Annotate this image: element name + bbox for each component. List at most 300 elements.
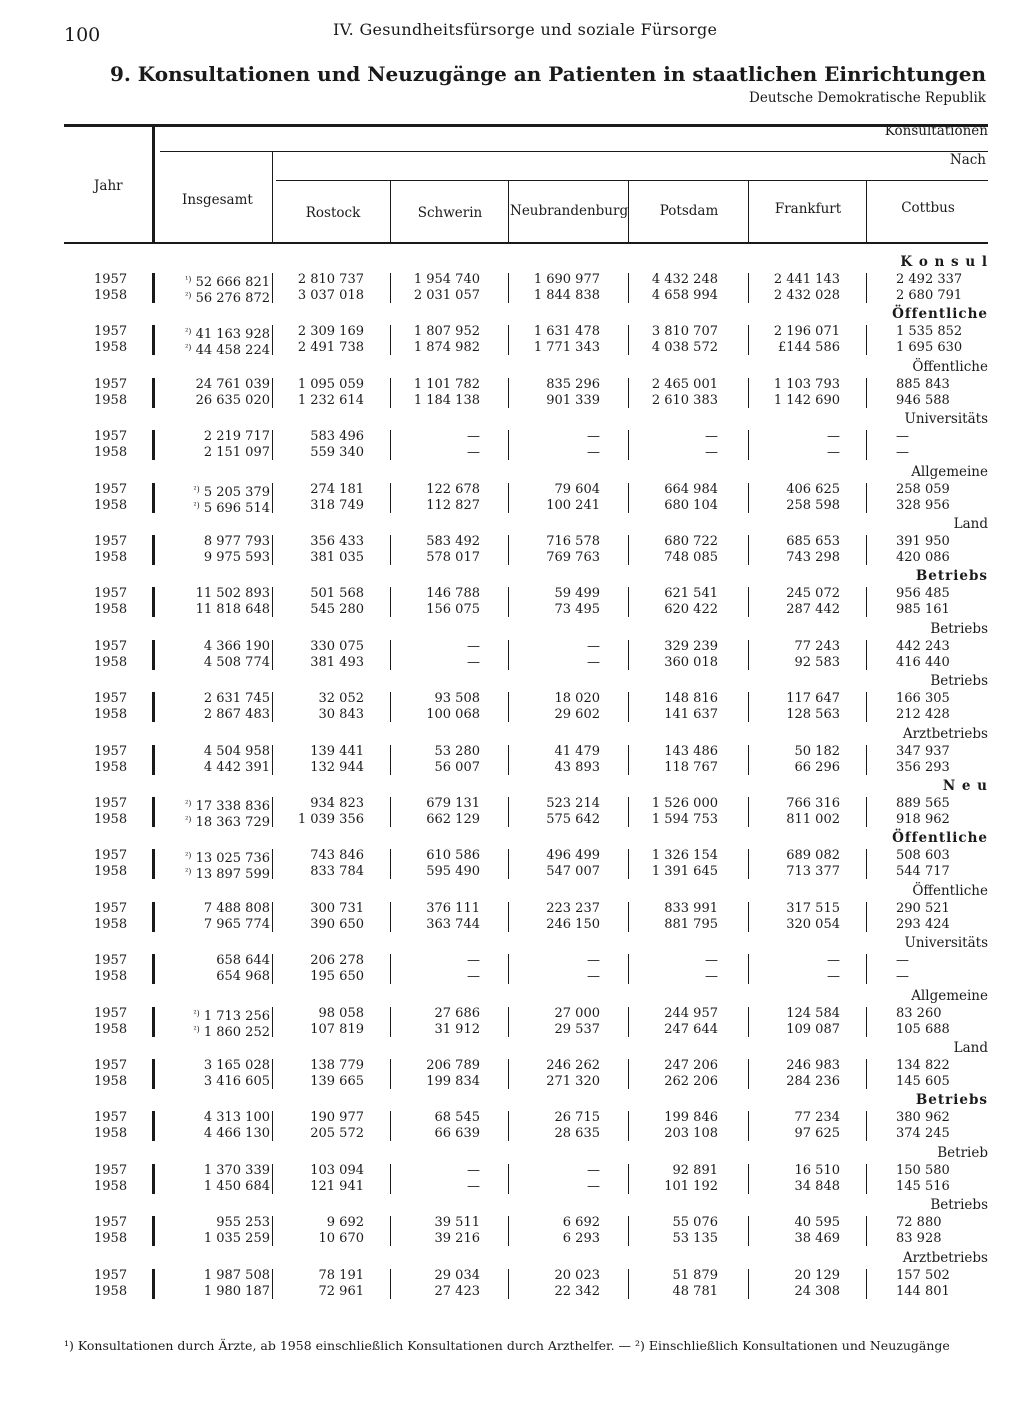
table-cell-neu: 100 241 [546, 497, 600, 513]
category-label: Öffentliche [912, 882, 988, 899]
table-row-group [0, 1092, 1024, 1150]
table-cell-pot: 51 879 [672, 1267, 718, 1283]
table-row-group [0, 1249, 1024, 1308]
table-cell-neu: 29 537 [554, 1021, 600, 1037]
table-cell-ros: 107 819 [310, 1021, 364, 1037]
table-cell-neu: 1 631 478 [533, 324, 600, 340]
column-separator [390, 902, 391, 932]
category-label: N e u [942, 778, 988, 794]
table-cell-pot: 53 135 [672, 1231, 718, 1247]
table-cell-neu: 43 893 [554, 759, 600, 775]
footnote-marker: ²) [185, 867, 192, 877]
footnote-marker: ²) [185, 799, 192, 808]
table-cell-neu: 246 150 [546, 916, 600, 932]
footnote-marker: ²) [185, 291, 192, 300]
table-cell-ros: 103 094 [310, 1162, 364, 1178]
table-cell-total: 1 980 187 [203, 1283, 270, 1299]
column-separator [866, 692, 867, 722]
table-cell-ros: 274 181 [310, 481, 364, 497]
table-cell-total: 4 313 100 [203, 1110, 270, 1126]
column-separator [272, 1216, 273, 1246]
column-separator [272, 849, 273, 879]
table-cell-sch: 363 744 [426, 916, 480, 932]
table-cell-total [158, 864, 270, 883]
table-cell-ros: 10 670 [318, 1231, 364, 1247]
column-separator [866, 483, 867, 513]
table-row-group [0, 778, 1024, 836]
column-separator [152, 1007, 155, 1037]
table-cell-ros: 934 823 [310, 796, 364, 811]
table-cell-pot: 3 810 707 [651, 324, 718, 340]
table-cell-year: 1957 [94, 691, 128, 707]
column-separator [152, 483, 155, 513]
table-cell-fra: 1 103 793 [773, 376, 840, 392]
table-cell-year: 1957 [94, 743, 128, 759]
table-row-group [0, 725, 1024, 784]
table-cell-year: 1958 [94, 707, 128, 723]
table-cell-ros: 78 191 [318, 1267, 364, 1283]
table-cell-sch: 53 280 [434, 743, 480, 759]
column-separator [272, 692, 273, 722]
footnote-marker: ²) [193, 1008, 200, 1018]
table-cell-fra: 743 298 [786, 550, 840, 565]
table-cell-cot: 157 502 [896, 1267, 950, 1283]
table-cell-fra: 287 442 [786, 602, 840, 618]
table-cell-year: 1958 [94, 1283, 128, 1299]
column-separator [390, 273, 391, 303]
header-district-potsdam: Potsdam [659, 203, 719, 219]
table-cell-neu: 1 690 977 [533, 272, 600, 287]
table-row-group [0, 882, 1024, 941]
category-label: Allgemeine [911, 463, 988, 480]
category-label: Universitäts [904, 935, 988, 952]
table-cell-total: 2 151 097 [203, 445, 270, 461]
table-cell-fra: £144 586 [777, 340, 840, 356]
table-cell-year: 1958 [94, 969, 128, 985]
table-cell-total: 9 975 593 [203, 550, 270, 565]
table-row-group [0, 673, 1024, 731]
table-cell-pot: 143 486 [664, 743, 718, 759]
column-separator [866, 1059, 867, 1089]
table-cell-cot: 83 260 [896, 1005, 942, 1021]
table-cell-total: 4 466 130 [203, 1126, 270, 1142]
table-cell-year: 1957 [94, 481, 128, 497]
table-cell-sch: 66 639 [434, 1126, 480, 1142]
table-cell-total: 2 631 745 [203, 691, 270, 707]
table-cell-year: 1958 [94, 445, 128, 461]
table-cell-neu: — [587, 445, 600, 461]
column-separator [390, 1164, 391, 1194]
table-cell-fra: 109 087 [786, 1021, 840, 1037]
table-cell-total [158, 812, 270, 831]
column-separator [152, 902, 155, 932]
table-cell-neu: 547 007 [546, 864, 600, 880]
column-separator [272, 1007, 273, 1037]
column-separator [390, 1216, 391, 1246]
table-cell-year: 1958 [94, 654, 128, 670]
table-cell-ros: 190 977 [310, 1110, 364, 1126]
table-cell-cot: 1 695 630 [896, 340, 963, 356]
table-cell-year: 1958 [94, 916, 128, 932]
column-separator [272, 273, 273, 303]
table-row-group [0, 516, 1024, 574]
table-cell-neu: 575 642 [546, 812, 600, 827]
column-separator [272, 535, 273, 565]
table-cell-pot: 199 846 [664, 1110, 718, 1126]
table-cell-sch: — [467, 953, 480, 969]
table-cell-ros: 138 779 [310, 1058, 364, 1073]
column-separator [390, 692, 391, 722]
column-separator [272, 954, 273, 984]
footnote-marker: ²) [193, 1024, 200, 1034]
category-label: Land [953, 516, 988, 532]
table-cell-fra: 685 653 [786, 534, 840, 549]
header-sep-year [152, 127, 155, 243]
table-cell-fra: 1 142 690 [773, 392, 840, 408]
column-separator [272, 1164, 273, 1194]
column-separator [272, 1269, 273, 1299]
table-cell-fra: — [827, 953, 840, 969]
table-cell-ros: 72 961 [318, 1283, 364, 1299]
table-cell-sch: — [467, 638, 480, 654]
header-district-neubrandenburg: Neubrandenburg [510, 203, 629, 219]
table-cell-year: 1958 [94, 1231, 128, 1247]
table-cell-total: 7 488 808 [203, 900, 270, 916]
table-cell-pot: 92 891 [672, 1162, 718, 1178]
table-cell-value: 13 025 736 [195, 851, 270, 867]
table-cell-year: 1957 [94, 1162, 128, 1178]
table-cell-cot: 918 962 [896, 812, 950, 827]
table-cell-cot: 956 485 [896, 586, 950, 602]
table-cell-ros: 32 052 [318, 691, 364, 707]
region-label: Deutsche Demokratische Republik [749, 90, 986, 106]
table-cell-total: 4 366 190 [203, 638, 270, 654]
column-separator [390, 587, 391, 617]
table-cell-value: 41 163 928 [195, 327, 270, 343]
table-cell-sch: 29 034 [434, 1267, 480, 1283]
table-cell-neu: 59 499 [554, 586, 600, 602]
table-cell-sch: 122 678 [426, 481, 480, 497]
footnote-marker: ¹) [185, 275, 192, 284]
column-separator [866, 1216, 867, 1246]
column-separator [390, 325, 391, 355]
table-cell-year: 1957 [94, 534, 128, 549]
table-cell-ros: 9 692 [326, 1215, 364, 1231]
table-cell-total [158, 1022, 270, 1041]
table-cell-sch: 679 131 [426, 796, 480, 811]
footnote-marker: ²) [185, 851, 192, 861]
table-cell-year: 1958 [94, 340, 128, 356]
table-cell-sch: 583 492 [426, 534, 480, 549]
category-label: Betrieb [937, 1144, 988, 1161]
table-cell-ros: 30 843 [318, 707, 364, 723]
table-cell-year: 1957 [94, 900, 128, 916]
table-cell-ros: 3 037 018 [297, 288, 364, 303]
table-cell-year: 1958 [94, 497, 128, 513]
table-cell-cot: 946 588 [896, 392, 950, 408]
table-cell-ros: 2 810 737 [297, 272, 364, 287]
table-cell-ros: 206 278 [310, 953, 364, 969]
table-cell-ros: 121 941 [310, 1178, 364, 1194]
table-cell-total: 24 761 039 [195, 376, 270, 392]
table-cell-neu: 901 339 [546, 392, 600, 408]
table-cell-pot: 620 422 [664, 602, 718, 618]
table-cell-pot: 244 957 [664, 1005, 718, 1021]
table-cell-total: 7 965 774 [203, 916, 270, 932]
table-cell-cot: 258 059 [896, 481, 950, 497]
table-row-group [0, 463, 1024, 522]
table-cell-pot: 4 658 994 [651, 288, 718, 303]
table-cell-sch: 662 129 [426, 812, 480, 827]
table-row-group [0, 935, 1024, 993]
header-sep-total [272, 152, 273, 243]
table-cell-ros: 390 650 [310, 916, 364, 932]
table-cell-ros: 132 944 [310, 759, 364, 775]
column-separator [508, 1216, 509, 1246]
table-cell-neu: 41 479 [554, 743, 600, 759]
table-cell-neu: 1 771 343 [533, 340, 600, 356]
table-cell-value: 1 860 252 [203, 1024, 270, 1040]
column-separator [390, 535, 391, 565]
table-cell-pot: 203 108 [664, 1126, 718, 1142]
table-cell-year: 1957 [94, 1267, 128, 1283]
table-cell-sch: 1 954 740 [413, 272, 480, 287]
column-separator [390, 954, 391, 984]
table-cell-neu: — [587, 953, 600, 969]
table-cell-value: 52 666 821 [195, 275, 270, 290]
category-label: Öffentliche [892, 830, 988, 847]
table-cell-year: 1957 [94, 586, 128, 602]
table-cell-total [158, 288, 270, 307]
table-cell-year: 1957 [94, 1110, 128, 1126]
table-cell-cot: — [896, 953, 909, 969]
column-separator [508, 535, 509, 565]
column-separator [152, 745, 155, 775]
column-separator [508, 954, 509, 984]
column-separator [152, 587, 155, 617]
column-separator [508, 1269, 509, 1299]
table-cell-neu: 1 844 838 [533, 288, 600, 303]
table-cell-sch: 56 007 [434, 759, 480, 775]
table-cell-pot: 621 541 [664, 586, 718, 602]
column-separator [390, 797, 391, 827]
table-cell-fra: 20 129 [794, 1267, 840, 1283]
table-cell-sch: 100 068 [426, 707, 480, 723]
column-separator [390, 378, 391, 408]
table-cell-sch: — [467, 1178, 480, 1194]
category-label: Betriebs [930, 1197, 988, 1214]
table-row-group [0, 358, 1024, 417]
column-separator [508, 902, 509, 932]
table-cell-pot: 4 038 572 [651, 340, 718, 356]
table-cell-neu: 223 237 [546, 900, 600, 916]
table-cell-fra: 689 082 [786, 848, 840, 864]
table-cell-total: 658 644 [216, 953, 270, 969]
table-cell-sch: 1 101 782 [413, 376, 480, 392]
table-cell-cot: 356 293 [896, 759, 950, 775]
table-cell-value: 13 897 599 [195, 867, 270, 883]
column-separator [866, 1164, 867, 1194]
table-cell-sch: 1 184 138 [413, 392, 480, 408]
table-cell-fra: 97 625 [794, 1126, 840, 1142]
table-cell-fra: 406 625 [786, 481, 840, 497]
table-cell-neu: 20 023 [554, 1267, 600, 1283]
table-row-group [0, 411, 1024, 469]
running-head: IV. Gesundheitsfürsorge und soziale Fürsorge [333, 20, 718, 39]
column-separator [152, 849, 155, 879]
column-separator [508, 1111, 509, 1141]
table-cell-value: 1 713 256 [203, 1008, 270, 1024]
table-cell-neu: — [587, 1178, 600, 1194]
column-separator [152, 1269, 155, 1299]
column-separator [866, 954, 867, 984]
table-cell-neu: — [587, 1162, 600, 1178]
table-cell-ros: 195 650 [310, 969, 364, 985]
table-cell-fra: 811 002 [786, 812, 840, 827]
table-cell-year: 1957 [94, 953, 128, 969]
table-cell-cot: 2 680 791 [896, 288, 963, 303]
table-cell-neu: 246 262 [546, 1058, 600, 1073]
table-cell-neu: 6 692 [562, 1215, 600, 1231]
table-cell-cot: 1 535 852 [896, 324, 963, 340]
table-cell-fra: 284 236 [786, 1074, 840, 1089]
table-cell-pot: — [705, 969, 718, 985]
table-cell-sch: 376 111 [426, 900, 480, 916]
table-cell-sch: 156 075 [426, 602, 480, 618]
table-cell-sch: 112 827 [426, 497, 480, 513]
table-cell-fra: 124 584 [786, 1005, 840, 1021]
table-cell-fra: 50 182 [794, 743, 840, 759]
table-cell-neu: 22 342 [554, 1283, 600, 1299]
table-cell-fra: 2 196 071 [773, 324, 840, 340]
table-cell-pot: 664 984 [664, 481, 718, 497]
column-separator [508, 1164, 509, 1194]
table-cell-fra: 77 234 [794, 1110, 840, 1126]
table-cell-ros: 1 232 614 [297, 392, 364, 408]
column-separator [866, 1111, 867, 1141]
table-cell-cot: — [896, 445, 909, 461]
table-cell-neu: 835 296 [546, 376, 600, 392]
table-cell-fra: 320 054 [786, 916, 840, 932]
table-cell-sch: 39 511 [434, 1215, 480, 1231]
table-cell-sch: 31 912 [434, 1021, 480, 1037]
table-cell-pot: 360 018 [664, 654, 718, 670]
table-cell-sch: — [467, 969, 480, 985]
column-separator [508, 483, 509, 513]
table-row-group [0, 620, 1024, 679]
table-cell-neu: 18 020 [554, 691, 600, 707]
column-separator [508, 378, 509, 408]
header-district-rostock: Rostock [305, 205, 361, 221]
table-cell-fra: 40 595 [794, 1215, 840, 1231]
table-cell-value: 56 276 872 [195, 291, 270, 306]
column-separator [390, 1059, 391, 1089]
table-cell-fra: 2 432 028 [773, 288, 840, 303]
header-district-schwerin: Schwerin [417, 205, 483, 221]
table-cell-year: 1958 [94, 1074, 128, 1089]
table-cell-pot: 247 644 [664, 1021, 718, 1037]
table-cell-pot: 4 432 248 [651, 272, 718, 287]
table-cell-pot: 148 816 [664, 691, 718, 707]
table-cell-value: 18 363 729 [195, 815, 270, 830]
table-cell-fra: 246 983 [786, 1058, 840, 1073]
header-rule-group [160, 151, 988, 152]
table-cell-cot: 212 428 [896, 707, 950, 723]
table-cell-sch: 1 807 952 [413, 324, 480, 340]
footnote-marker: ²) [185, 327, 192, 337]
table-cell-cot: — [896, 969, 909, 985]
table-cell-ros: 205 572 [310, 1126, 364, 1142]
table-cell-sch: 578 017 [426, 550, 480, 565]
table-cell-sch: — [467, 654, 480, 670]
column-separator [508, 797, 509, 827]
table-cell-pot: 2 610 383 [651, 392, 718, 408]
table-cell-cot: 144 801 [896, 1283, 950, 1299]
table-row-group [0, 1197, 1024, 1255]
column-separator [508, 640, 509, 670]
table-cell-ros: 356 433 [310, 534, 364, 549]
category-label: Arztbetriebs [902, 725, 988, 742]
table-cell-cot: 442 243 [896, 638, 950, 654]
table-cell-cot: 985 161 [896, 602, 950, 618]
table-cell-sch: 2 031 057 [413, 288, 480, 303]
table-cell-ros: 139 665 [310, 1074, 364, 1089]
table-cell-sch: — [467, 445, 480, 461]
table-cell-neu: 271 320 [546, 1074, 600, 1089]
column-separator [508, 273, 509, 303]
table-cell-pot: 2 465 001 [651, 376, 718, 392]
table-cell-cot: 134 822 [896, 1058, 950, 1073]
table-cell-neu: — [587, 654, 600, 670]
table-cell-fra: 713 377 [786, 864, 840, 880]
table-cell-pot: 55 076 [672, 1215, 718, 1231]
table-row-group [0, 568, 1024, 626]
table-cell-total: 11 502 893 [195, 586, 270, 602]
footnote-marker: ²) [193, 500, 200, 510]
column-separator [272, 1111, 273, 1141]
table-cell-neu: — [587, 638, 600, 654]
table-cell-cot: 416 440 [896, 654, 950, 670]
table-cell-total: 654 968 [216, 969, 270, 985]
column-separator [866, 640, 867, 670]
table-cell-neu: 6 293 [562, 1231, 600, 1247]
header-total: Insgesamt [182, 192, 253, 208]
table-cell-cot: 347 937 [896, 743, 950, 759]
table-top-rule [64, 124, 988, 127]
table-cell-ros: 1 039 356 [297, 812, 364, 827]
column-separator [152, 1059, 155, 1089]
table-cell-total: 955 253 [216, 1215, 270, 1231]
table-cell-neu: 79 604 [554, 481, 600, 497]
table-cell-fra: 24 308 [794, 1283, 840, 1299]
table-cell-pot: 48 781 [672, 1283, 718, 1299]
table-cell-cot: 889 565 [896, 796, 950, 811]
table-cell-fra: 128 563 [786, 707, 840, 723]
table-cell-total: 8 977 793 [203, 534, 270, 549]
table-cell-neu: 523 214 [546, 796, 600, 811]
table-cell-ros: 381 493 [310, 654, 364, 670]
table-cell-ros: 2 309 169 [297, 324, 364, 340]
table-cell-year: 1957 [94, 1215, 128, 1231]
header-year: Jahr [94, 178, 123, 194]
table-cell-fra: 38 469 [794, 1231, 840, 1247]
table-cell-total [158, 340, 270, 359]
column-separator [866, 325, 867, 355]
table-cell-pot: 881 795 [664, 916, 718, 932]
table-cell-fra: 766 316 [786, 796, 840, 811]
table-cell-year: 1958 [94, 602, 128, 618]
table-cell-pot: 101 192 [664, 1178, 718, 1194]
